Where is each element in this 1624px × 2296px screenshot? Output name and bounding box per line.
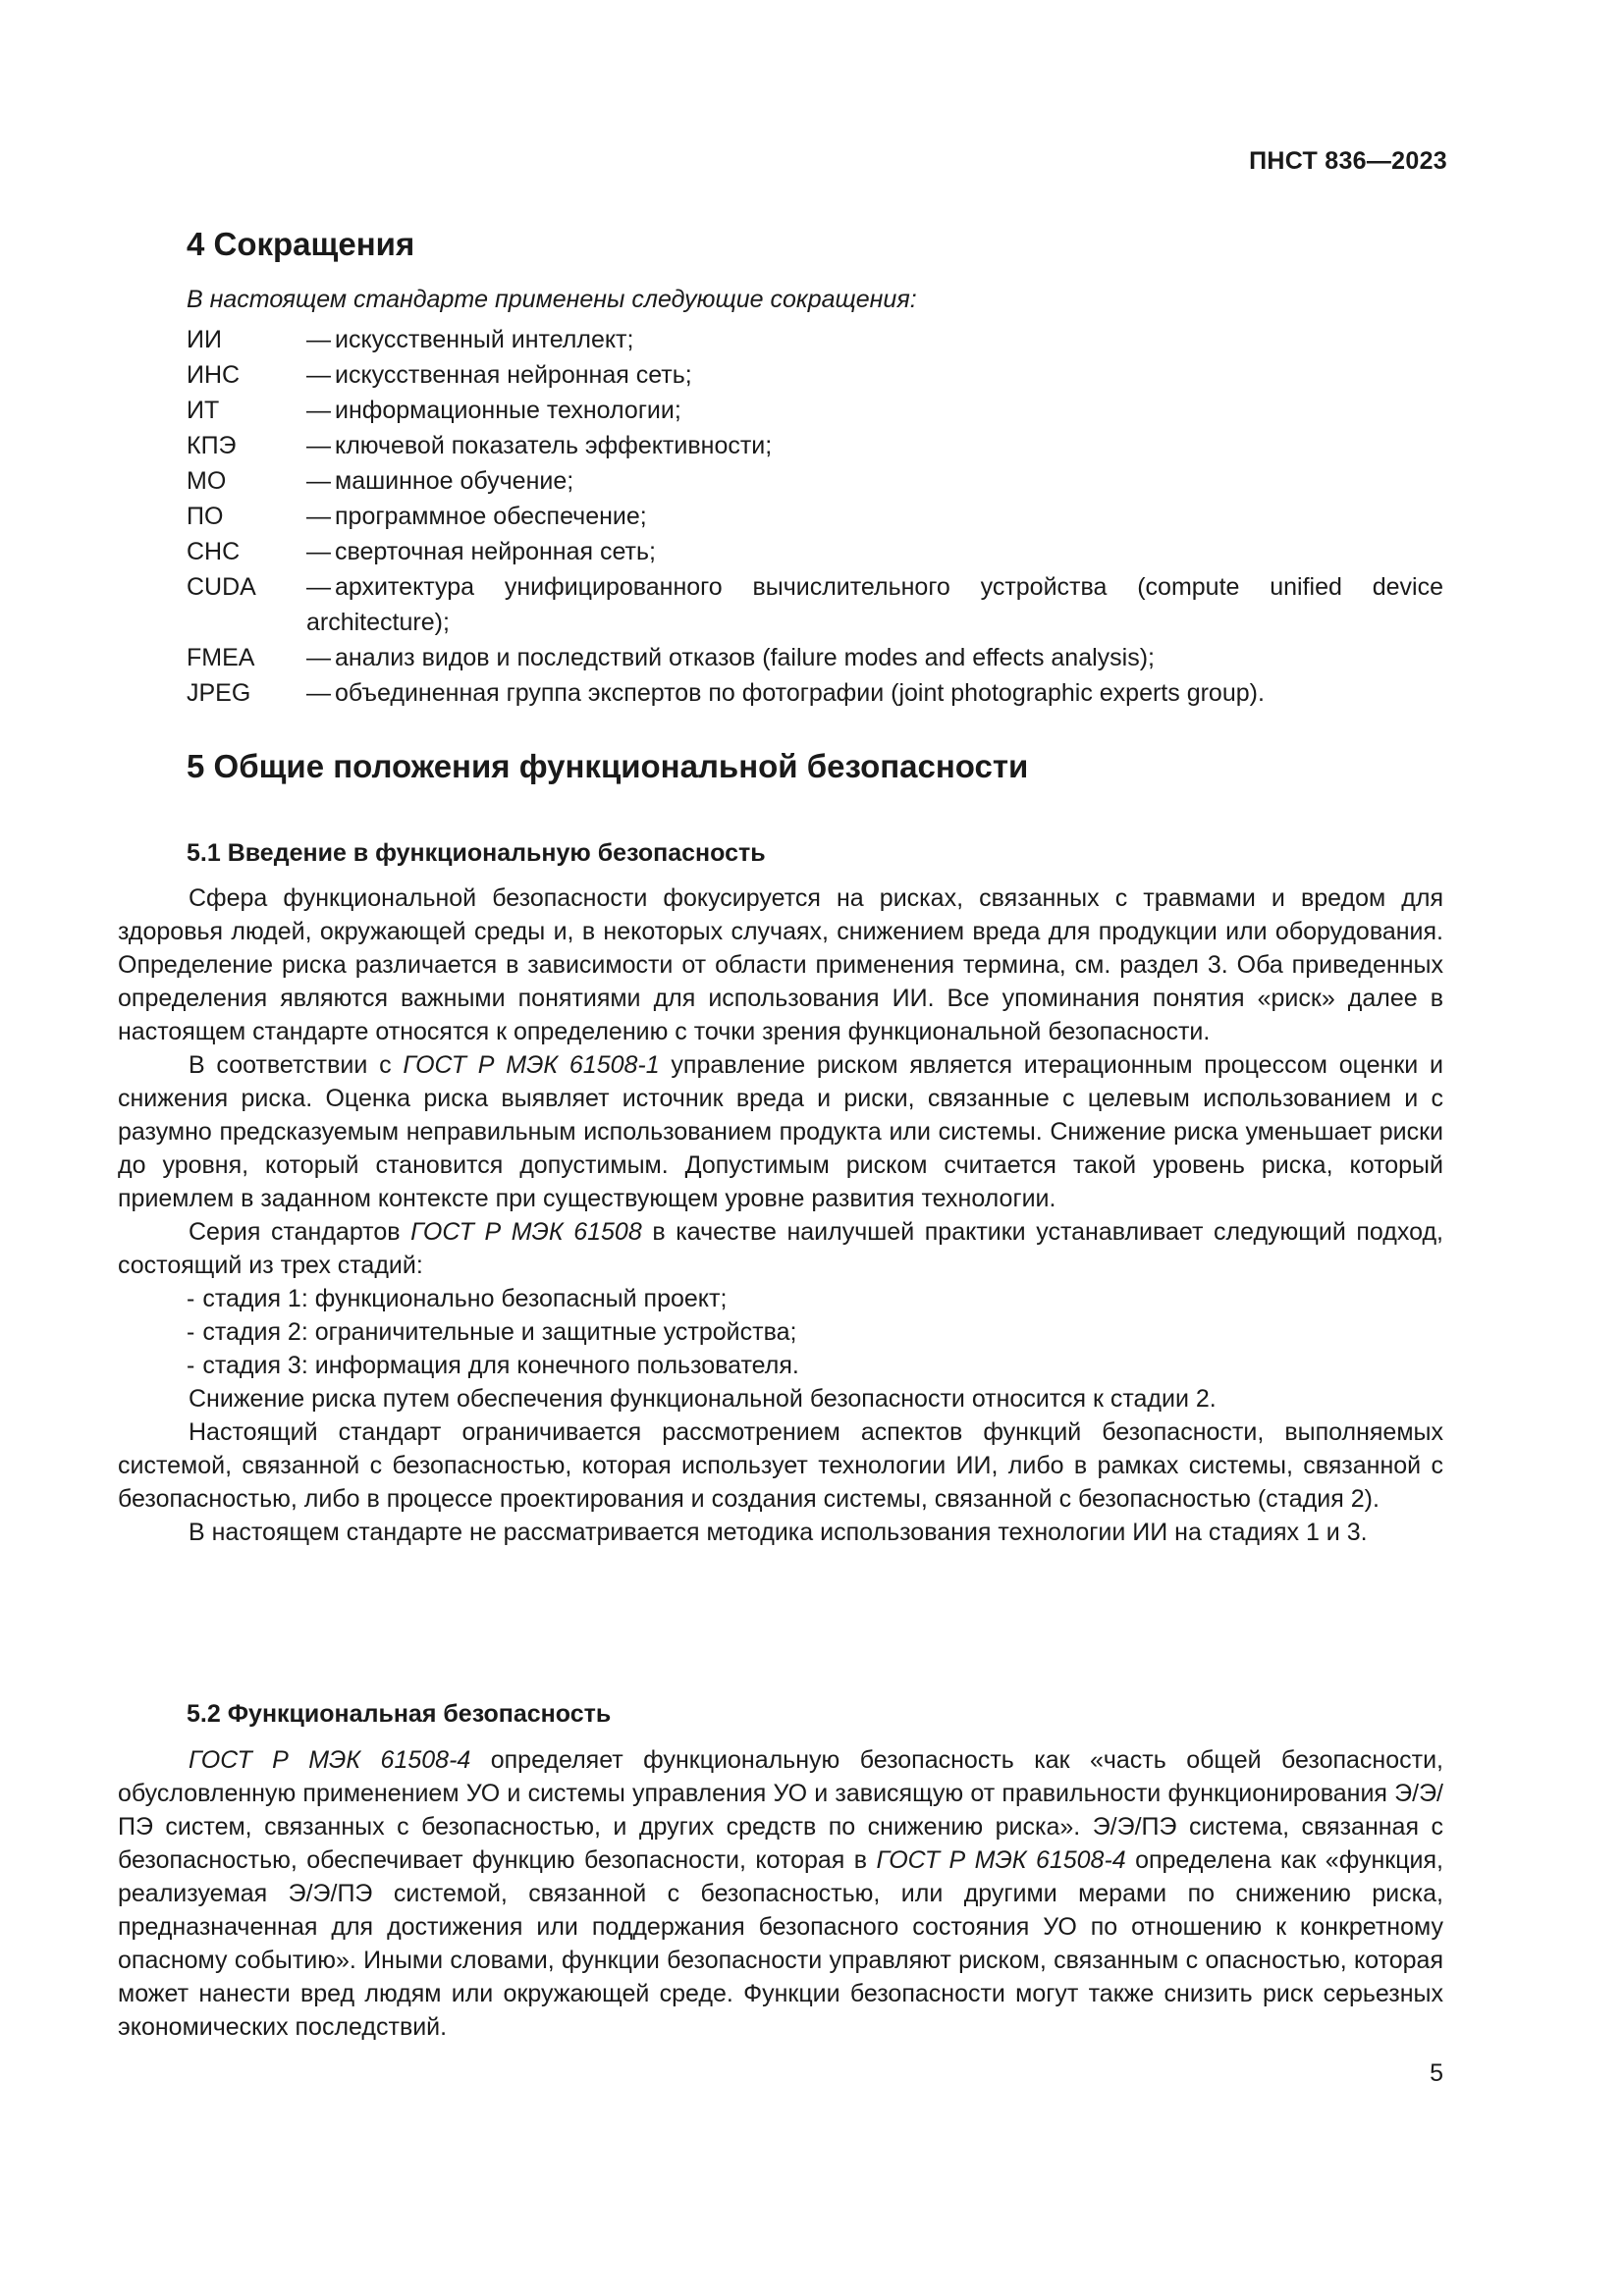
list-item: - стадия 3: информация для конечного пользователя. xyxy=(187,1352,799,1379)
abbreviation-term: ИИ xyxy=(187,326,222,353)
subsection-5-1-heading: 5.1 Введение в функциональную безопасность xyxy=(187,839,766,867)
document-id: ПНСТ 836—2023 xyxy=(1249,147,1447,175)
paragraph: Настоящий стандарт ограничивается рассмотрением аспектов функций безопасности, выполняемых системой, связанной с безопасностью, которая использует технологии ИИ, либо в рамках системы, связанной с безопасностью, либо в процессе проектирования и создания системы, связанной с безопасностью (стадия 2). xyxy=(118,1418,1443,1513)
section-5-heading: 5 Общие положения функциональной безопасности xyxy=(187,748,1029,784)
abbreviation-definition: искусственный интеллект; xyxy=(335,326,634,353)
abbreviation-item: СНС — сверточная нейронная сеть; xyxy=(187,534,1443,569)
abbreviation-item: ИИ — искусственный интеллект; xyxy=(187,322,1443,357)
standard-reference: ГОСТ Р МЭК 61508-1 xyxy=(403,1051,660,1079)
paragraph: ГОСТ Р МЭК 61508-4 определяет функциональную безопасность как «часть общей безопасности, обусловленную применением УО и системы управления УО и зависящую от правильности функционирования Э/Э/ПЭ систем, связанных с безопасностью, и других средств по снижению риска». Э/Э/ПЭ система, связанная с безопасностью, обеспечивает функцию безопасности, которая в ГОСТ Р МЭК 61508-4 определена как «функция, реализуемая Э/Э/ПЭ системой, связанной с безопасностью, или другими мерами по снижению риска, предназначенная для достижения или поддержания безопасного состояния УО по отношению к конкретному опасному событию». Иными словами, функции безопасности управляют риском, связанным с опасностью, которая может нанести вред людям или окружающей среде. Функции безопасности могут также снизить риск серьезных экономических последствий. xyxy=(118,1746,1443,2041)
abbreviation-item: CUDA — архитектура унифицированного вычислительного устройства (compute unified device architecture); xyxy=(187,569,1443,640)
abbreviation-item: МО — машинное обучение; xyxy=(187,463,1443,499)
standard-reference: ГОСТ Р МЭК 61508 xyxy=(410,1218,642,1246)
paragraph: Сфера функциональной безопасности фокусируется на рисках, связанных с травмами и вредом для здоровья людей, окружающей среды и, в некоторых случаях, снижением вреда для продукции или оборудования. Определение риска различается в зависимости от области применения термина, см. раздел 3. Оба приведенных определения являются важными понятиями для использования ИИ. Все упоминания понятия «риск» далее в настоящем стандарте относятся к определению с точки зрения функциональной безопасности. xyxy=(118,884,1443,1045)
abbreviation-item: ИНС — искусственная нейронная сеть; xyxy=(187,357,1443,393)
abbreviation-item: ИТ — информационные технологии; xyxy=(187,393,1443,428)
abbreviation-term: ПО xyxy=(187,503,224,530)
subsection-5-2-heading: 5.2 Функциональная безопасность xyxy=(187,1700,612,1728)
abbreviations-list xyxy=(187,322,1443,711)
section-4-heading: 4 Сокращения xyxy=(187,226,415,262)
abbreviation-term: JPEG xyxy=(187,679,251,707)
subsection-5-1-body xyxy=(118,881,1443,1549)
paragraph: Снижение риска путем обеспечения функциональной безопасности относится к стадии 2. xyxy=(189,1385,1217,1413)
abbreviation-definition: машинное обучение; xyxy=(335,467,574,495)
abbreviation-definition: искусственная нейронная сеть; xyxy=(335,361,692,389)
paragraph: В настоящем стандарте не рассматривается методика использования технологии ИИ на стадиях 1 и 3. xyxy=(189,1519,1368,1546)
abbreviation-term: ИНС xyxy=(187,361,241,389)
abbreviation-definition: объединенная группа экспертов по фотографии (joint photographic experts group). xyxy=(335,679,1265,707)
abbreviation-term: CUDA xyxy=(187,573,256,601)
abbreviation-item: КПЭ — ключевой показатель эффективности; xyxy=(187,428,1443,463)
list-item: - стадия 1: функционально безопасный проект; xyxy=(187,1285,728,1312)
abbreviation-definition: программное обеспечение; xyxy=(335,503,647,530)
abbreviation-item: JPEG — объединенная группа экспертов по фотографии (joint photographic experts group). xyxy=(187,675,1443,711)
abbreviation-definition: сверточная нейронная сеть; xyxy=(335,538,656,565)
page-number: 5 xyxy=(1430,2059,1443,2087)
abbreviations-intro: В настоящем стандарте применены следующие сокращения: xyxy=(187,286,917,313)
abbreviation-term: ИТ xyxy=(187,397,220,424)
abbreviation-definition: анализ видов и последствий отказов (failure modes and effects analysis); xyxy=(335,644,1155,671)
abbreviation-item: FMEA — анализ видов и последствий отказов (failure modes and effects analysis); xyxy=(187,640,1443,675)
list-item: - стадия 2: ограничительные и защитные устройства; xyxy=(187,1318,797,1346)
abbreviation-definition: ключевой показатель эффективности; xyxy=(335,432,773,459)
standard-reference: ГОСТ Р МЭК 61508-4 xyxy=(189,1746,471,1774)
abbreviation-definition: архитектура унифицированного вычислительного устройства (compute unified device architecture); xyxy=(306,573,1443,636)
abbreviation-definition: информационные технологии; xyxy=(335,397,681,424)
abbreviation-term: МО xyxy=(187,467,227,495)
paragraph: Серия стандартов ГОСТ Р МЭК 61508 в качестве наилучшей практики устанавливает следующий подход, состоящий из трех стадий: xyxy=(118,1218,1443,1279)
abbreviation-item: ПО — программное обеспечение; xyxy=(187,499,1443,534)
standard-reference: ГОСТ Р МЭК 61508-4 xyxy=(876,1846,1126,1874)
abbreviation-term: СНС xyxy=(187,538,241,565)
subsection-5-2-body xyxy=(118,1743,1443,2044)
abbreviation-term: FMEA xyxy=(187,644,255,671)
paragraph: В соответствии с ГОСТ Р МЭК 61508-1 управление риском является итерационным процессом оценки и снижения риска. Оценка риска выявляет источник вреда и риски, связанные с целевым использованием и с разумно предсказуемым неправильным использованием продукта или системы. Снижение риска уменьшает риски до уровня, который становится допустимым. Допустимым риском считается такой уровень риска, который приемлем в заданном контексте при существующем уровне развития технологии. xyxy=(118,1051,1443,1212)
abbreviation-term: КПЭ xyxy=(187,432,237,459)
